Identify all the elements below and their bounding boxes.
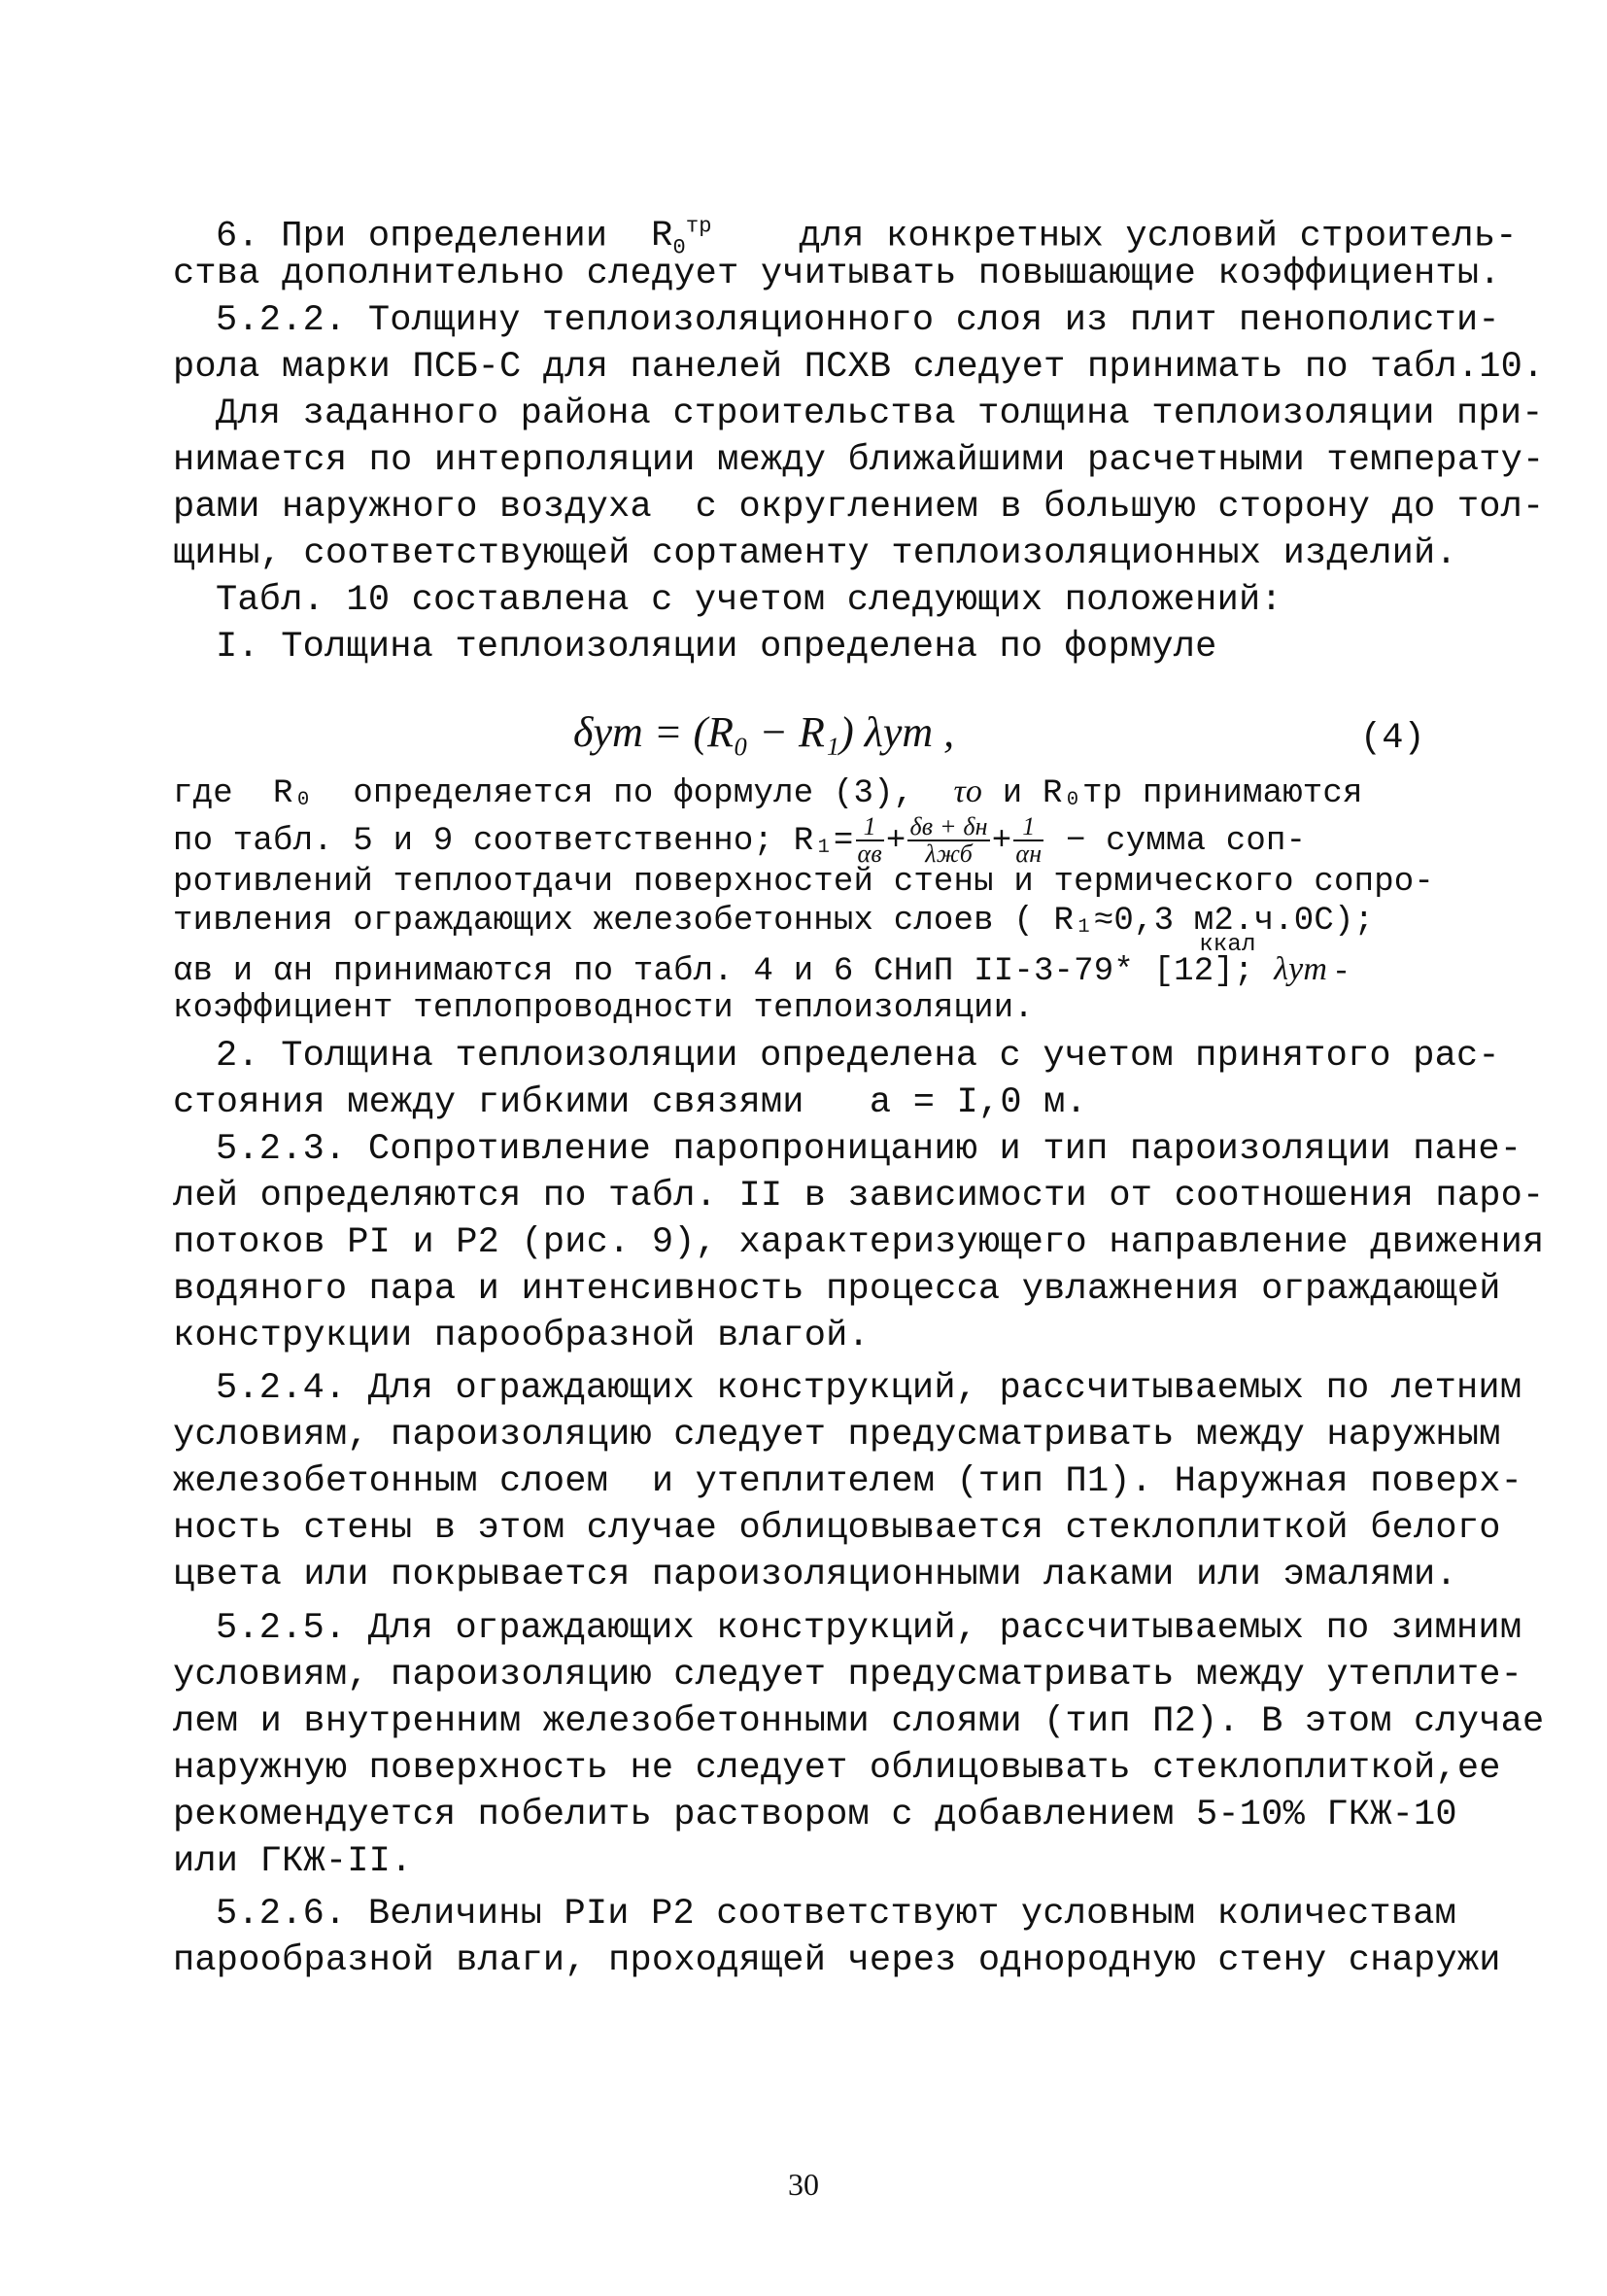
formula-4: δут = (R₀ − R₁) λут , xyxy=(573,708,955,756)
section-5-2-5-line: 5.2.5. Для ограждающих конструкций, рассчитываемых по зимним xyxy=(216,1608,1522,1649)
text-line: для конкретных условий строитель- xyxy=(799,216,1518,257)
fraction-3: $\frac{1}{\alpha н}$ xyxy=(1015,812,1043,868)
text-line: водяного пара и интенсивность процесса увлажнения ограждающей xyxy=(173,1269,1501,1310)
symbol-tau: τо xyxy=(953,773,983,809)
text-line: цвета или покрывается пароизоляционными лаками или эмалями. xyxy=(173,1555,1457,1595)
symbol-r0tr: $R_0^{тр}$ xyxy=(651,215,712,260)
text-line: или ГКЖ-II. xyxy=(173,1841,413,1882)
text-line: 2. Толщина теплоизоляции определена с учетом принятого рас- xyxy=(216,1036,1500,1077)
text-line: лем и внутренним железобетонными слоями (тип П2). В этом случае xyxy=(173,1701,1545,1742)
text-line: условиям, пароизоляцию следует предусматривать между утеплите- xyxy=(173,1655,1523,1696)
symbol-r0tr-2: R₀тр xyxy=(1042,775,1123,812)
text-line: рами наружного воздуха с округлением в большую сторону до тол- xyxy=(173,487,1545,528)
text-line: щины, соответствующей сортаменту теплоизоляционных изделий. xyxy=(173,533,1457,574)
text-line: тивления ограждающих железобетонных слоев ( R₁≈0,3 $м2.ч.0С);_{ккал}$ xyxy=(173,903,1375,958)
text-line: наружную поверхность не следует облицовывать стеклоплиткой,ее xyxy=(173,1748,1501,1789)
section-5-2-4-line: 5.2.4. Для ограждающих конструкций, рассчитываемых по летним xyxy=(216,1368,1522,1409)
text-line: лей определяются по табл. II в зависимости от соотношения паро- xyxy=(173,1176,1545,1217)
fraction-2: $\frac{\delta в + \delta н}{\text{λжб}}$ xyxy=(909,812,988,868)
unit-denominator: ккал xyxy=(1199,932,1256,958)
section-5-2-3-line: 5.2.3. Сопротивление паропроницанию и тип пароизоляции пане- xyxy=(216,1129,1522,1170)
text-line: Для заданного района строительства толщина теплоизоляции при- xyxy=(216,394,1544,434)
text-line: ротивлений теплоотдачи поверхностей стены и термического сопро- xyxy=(173,864,1435,901)
text-line: конструкции парообразной влагой. xyxy=(173,1316,870,1356)
text-line: железобетонным слоем и утеплителем (тип П1). Наружная поверх- xyxy=(173,1461,1523,1502)
page-number: 30 xyxy=(788,2167,819,2202)
text-line: стояния между гибкими связями a = I,0 м. xyxy=(173,1082,1087,1123)
section-5-2-2-line: 5.2.2. Толщину теплоизоляционного слоя из плит пенополисти- xyxy=(216,300,1500,341)
text-line: рекомендуется побелить раствором с добавлением 5-10% ГКЖ-10 xyxy=(173,1795,1457,1835)
equation-number: (4) xyxy=(1360,718,1425,759)
text-line: рола марки ПСБ-С для панелей ПСХВ следует принимать по табл.10. xyxy=(173,347,1545,388)
text-line: ность стены в этом случае облицовывается стеклоплиткой белого xyxy=(173,1508,1501,1549)
text-line: нимается по интерполяции между ближайшими расчетными температу- xyxy=(173,440,1545,481)
text-line: ства дополнительно следует учитывать повышающие коэффициенты. xyxy=(173,254,1501,294)
fraction-1: $\frac{1}{\alpha в}$ xyxy=(857,812,882,868)
text-line: I. Толщина теплоизоляции определена по формуле xyxy=(216,627,1217,668)
formula-explanation-line: где R₀ определяется по формуле (3), τо и R₀тр принимаются xyxy=(173,773,1363,812)
text-line: коэффициент теплопроводности теплоизоляции. xyxy=(173,990,1034,1027)
section-5-2-6-line: 5.2.6. Величины PIи P2 соответствуют условным количествам xyxy=(216,1894,1457,1935)
text-line: Табл. 10 составлена с учетом следующих положений: xyxy=(216,580,1282,621)
formula-explanation-line: по табл. 5 и 9 соответственно; R₁= $\frac{1}{\alpha в}$ + $\frac{\delta в + \delta н}{\text{λжб}}$ + $\frac{1}{\alpha н}$ − сумма соп- xyxy=(173,812,1307,868)
text-line: условиям, пароизоляцию следует предусматривать между наружным xyxy=(173,1415,1501,1456)
text-line: потоков PI и P2 (рис. 9), характеризующего направление движения xyxy=(173,1222,1545,1263)
text-line: αв и αн принимаются по табл. 4 и 6 СНиП II-3-79* [12]; λут - xyxy=(173,951,1348,990)
text-line: парообразной влаги, проходящей через однородную стену снаружи xyxy=(173,1940,1501,1981)
text-line: 6. При определении xyxy=(216,216,608,257)
